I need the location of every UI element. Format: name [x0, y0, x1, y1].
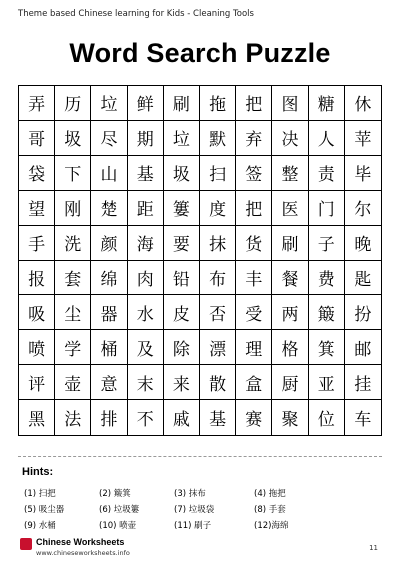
grid-cell: 望 — [19, 191, 55, 226]
grid-cell: 要 — [164, 226, 200, 261]
hint-item: (10) 喷壶 — [99, 521, 137, 531]
grid-cell: 散 — [200, 365, 236, 400]
grid-cell: 位 — [309, 400, 345, 435]
grid-cell: 楚 — [91, 191, 127, 226]
hint-item: (6) 垃圾簍 — [99, 505, 140, 515]
hint-item: (12)海绵 — [254, 521, 289, 531]
grid-cell: 排 — [91, 400, 127, 435]
grid-cell: 意 — [91, 365, 127, 400]
hints-list — [24, 487, 384, 531]
grid-cell: 肉 — [128, 261, 164, 296]
grid-cell: 休 — [345, 86, 381, 121]
grid-cell: 毕 — [345, 156, 381, 191]
footer-url: www.chineseworksheets.info — [36, 549, 130, 557]
grid-cell: 责 — [309, 156, 345, 191]
grid-cell: 基 — [200, 400, 236, 435]
grid-cell: 除 — [164, 330, 200, 365]
grid-cell: 刷 — [164, 86, 200, 121]
grid-cell: 格 — [272, 330, 308, 365]
grid-cell: 度 — [200, 191, 236, 226]
grid-cell: 黑 — [19, 400, 55, 435]
grid-cell: 圾 — [164, 156, 200, 191]
grid-cell: 洗 — [55, 226, 91, 261]
grid-cell: 两 — [272, 295, 308, 330]
grid-cell: 图 — [272, 86, 308, 121]
grid-cell: 刚 — [55, 191, 91, 226]
grid-cell: 把 — [236, 86, 272, 121]
grid-cell: 理 — [236, 330, 272, 365]
grid-cell: 漂 — [200, 330, 236, 365]
hints-heading: Hints: — [22, 466, 54, 478]
grid-cell: 吸 — [19, 295, 55, 330]
grid-cell: 海 — [128, 226, 164, 261]
hint-item: (7) 垃圾袋 — [174, 505, 215, 515]
grid-cell: 垃 — [164, 121, 200, 156]
grid-cell: 鲜 — [128, 86, 164, 121]
grid-cell: 弄 — [19, 86, 55, 121]
grid-cell: 费 — [309, 261, 345, 296]
grid-cell: 绵 — [91, 261, 127, 296]
grid-cell: 弃 — [236, 121, 272, 156]
grid-cell: 抹 — [200, 226, 236, 261]
grid-cell: 聚 — [272, 400, 308, 435]
grid-cell: 铅 — [164, 261, 200, 296]
divider — [18, 456, 382, 457]
word-search-grid — [18, 85, 382, 436]
grid-cell: 末 — [128, 365, 164, 400]
grid-cell: 扮 — [345, 295, 381, 330]
grid-cell: 默 — [200, 121, 236, 156]
grid-cell: 桶 — [91, 330, 127, 365]
grid-cell: 垃 — [91, 86, 127, 121]
grid-cell: 邮 — [345, 330, 381, 365]
grid-cell: 簍 — [164, 191, 200, 226]
grid-cell: 皮 — [164, 295, 200, 330]
grid-cell: 决 — [272, 121, 308, 156]
grid-cell: 箕 — [309, 330, 345, 365]
grid-cell: 晚 — [345, 226, 381, 261]
page-subtitle: Theme based Chinese learning for Kids - Cleaning Tools — [18, 9, 254, 19]
grid-cell: 人 — [309, 121, 345, 156]
grid-cell: 历 — [55, 86, 91, 121]
grid-cell: 整 — [272, 156, 308, 191]
grid-cell: 喷 — [19, 330, 55, 365]
grid-cell: 基 — [128, 156, 164, 191]
grid-cell: 签 — [236, 156, 272, 191]
grid-cell: 哥 — [19, 121, 55, 156]
grid-cell: 苹 — [345, 121, 381, 156]
page-number: 11 — [369, 544, 378, 552]
grid-cell: 扫 — [200, 156, 236, 191]
grid-cell: 期 — [128, 121, 164, 156]
grid-cell: 不 — [128, 400, 164, 435]
grid-cell: 圾 — [55, 121, 91, 156]
grid-cell: 学 — [55, 330, 91, 365]
grid-cell: 受 — [236, 295, 272, 330]
hint-item: (1) 扫把 — [24, 489, 56, 499]
grid-cell: 手 — [19, 226, 55, 261]
footer-brand: Chinese Worksheets — [36, 537, 125, 547]
grid-cell: 子 — [309, 226, 345, 261]
hint-item: (3) 抹布 — [174, 489, 206, 499]
grid-cell: 来 — [164, 365, 200, 400]
grid-cell: 山 — [91, 156, 127, 191]
grid-cell: 簸 — [309, 295, 345, 330]
grid-cell: 刷 — [272, 226, 308, 261]
hint-item: (11) 刷子 — [174, 521, 212, 531]
page-title: Word Search Puzzle — [69, 38, 331, 68]
grid-cell: 评 — [19, 365, 55, 400]
grid-cell: 匙 — [345, 261, 381, 296]
grid-cell: 餐 — [272, 261, 308, 296]
grid-cell: 报 — [19, 261, 55, 296]
grid-cell: 器 — [91, 295, 127, 330]
grid-cell: 颜 — [91, 226, 127, 261]
grid-cell: 及 — [128, 330, 164, 365]
grid-cell: 门 — [309, 191, 345, 226]
grid-cell: 挂 — [345, 365, 381, 400]
grid-cell: 尔 — [345, 191, 381, 226]
grid-cell: 距 — [128, 191, 164, 226]
grid-cell: 车 — [354, 410, 372, 431]
hint-item: (2) 簸箕 — [99, 489, 131, 499]
grid-cell: 法 — [55, 400, 91, 435]
grid-cell: 否 — [200, 295, 236, 330]
grid-cell: 货 — [236, 226, 272, 261]
grid-cell: 糖 — [309, 86, 345, 121]
grid-cell: 拖 — [200, 86, 236, 121]
hint-item: (9) 水桶 — [24, 521, 56, 531]
grid-cell: 下 — [55, 156, 91, 191]
grid-cell: 壶 — [55, 365, 91, 400]
logo-icon — [20, 538, 32, 550]
grid-cell: 水 — [128, 295, 164, 330]
grid-cell: 医 — [272, 191, 308, 226]
grid-cell: 丰 — [236, 261, 272, 296]
grid-cell: 戚 — [164, 400, 200, 435]
hint-item: (5) 吸尘器 — [24, 505, 65, 515]
hint-item: (4) 拖把 — [254, 489, 286, 499]
grid-cell: 盒 — [236, 365, 272, 400]
grid-cell: 赛 — [236, 400, 272, 435]
grid-cell: 套 — [55, 261, 91, 296]
hint-item: (8) 手套 — [254, 505, 286, 515]
grid-cell: 厨 — [272, 365, 308, 400]
grid-cell: 袋 — [19, 156, 55, 191]
grid-cell: 尘 — [55, 295, 91, 330]
grid-cell: 布 — [200, 261, 236, 296]
grid-cell: 尽 — [91, 121, 127, 156]
grid-cell: 亚 — [309, 365, 345, 400]
grid-cell: 把 — [236, 191, 272, 226]
